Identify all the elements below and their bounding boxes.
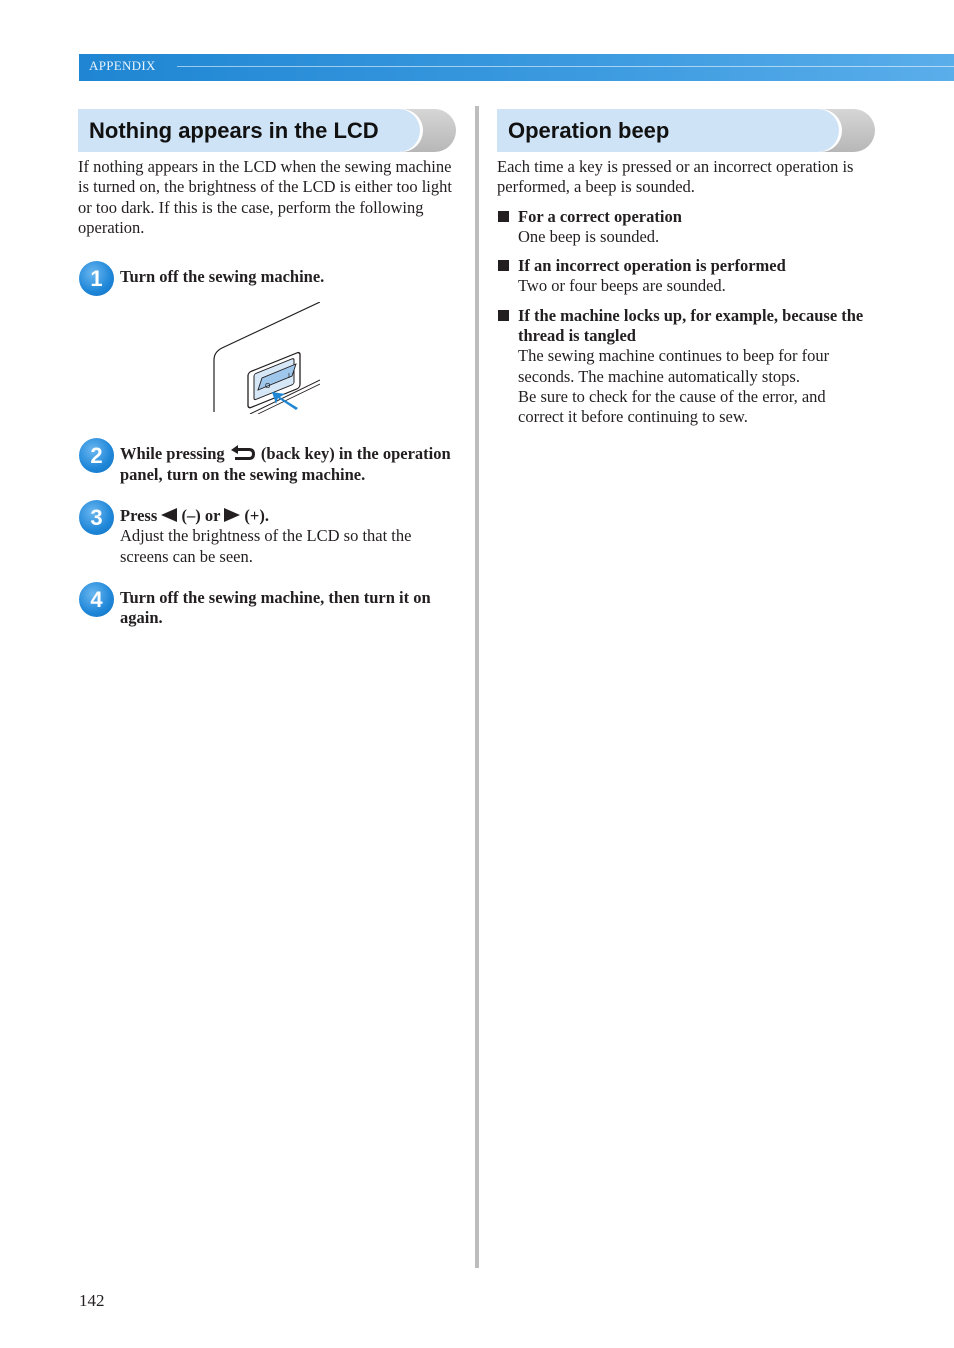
- intro-paragraph: Each time a key is pressed or an incorrect operation is performed, a beep is sounded.: [497, 157, 854, 197]
- intro-paragraph: If nothing appears in the LCD when the sewing machine is turned on, the brightness of the LCD is either too light or too dark. If this is the case, perform the following operation.: [78, 157, 452, 237]
- section-heading: [497, 109, 875, 152]
- step-text: Turn off the sewing machine.: [120, 267, 325, 287]
- step-text: Turn off the sewing machine, then turn it on again.: [120, 587, 431, 628]
- right-arrow-key-icon: [224, 507, 240, 521]
- step-text: [120, 444, 456, 485]
- beep-item-lockup: [497, 306, 875, 428]
- page-number: 142: [79, 1291, 105, 1310]
- svg-text:I: I: [288, 373, 290, 381]
- step-text: [120, 506, 456, 526]
- item-heading: If an incorrect operation is performed: [518, 256, 786, 276]
- item-description: The sewing machine continues to beep for four seconds. The machine automatically stops.: [518, 346, 830, 386]
- step-text-pre: While pressing: [120, 444, 225, 464]
- step-number: 2: [79, 438, 114, 473]
- step-3: [78, 506, 456, 567]
- step-text-post: (back key) in the operation panel, turn on the sewing machine.: [120, 444, 451, 484]
- step-2: [78, 444, 456, 485]
- banner-rule: [177, 66, 954, 67]
- power-switch-icon: [210, 302, 320, 414]
- power-switch-illustration: [78, 302, 456, 422]
- beep-item-correct: [497, 207, 875, 248]
- item-description: Two or four beeps are sounded.: [518, 276, 726, 296]
- right-column: [497, 109, 875, 428]
- beep-item-incorrect: [497, 256, 875, 297]
- item-description-2: Be sure to check for the cause of the error, and correct it before continuing to sew.: [518, 386, 826, 427]
- plus-label: (+).: [244, 506, 269, 526]
- section-label: APPENDIX: [89, 58, 156, 73]
- square-bullet-icon: [498, 260, 509, 271]
- item-description: One beep is sounded.: [518, 226, 660, 246]
- step-number: 1: [79, 261, 114, 296]
- column-divider: [475, 106, 479, 1268]
- section-banner: [79, 54, 954, 81]
- section-title: Operation beep: [508, 118, 670, 143]
- square-bullet-icon: [498, 211, 509, 222]
- section-heading: [78, 109, 456, 152]
- step-1: [78, 266, 456, 292]
- step-number: 4: [79, 582, 114, 617]
- svg-text:O: O: [265, 383, 271, 391]
- square-bullet-icon: [498, 310, 509, 321]
- step-number: 3: [79, 500, 114, 535]
- minus-or-label: (–) or: [181, 506, 221, 526]
- left-arrow-key-icon: [161, 507, 177, 521]
- press-label: Press: [120, 506, 158, 526]
- step-description: Adjust the brightness of the LCD so that the screens can be seen.: [120, 526, 412, 566]
- item-heading: For a correct operation: [518, 206, 682, 226]
- section-title: Nothing appears in the LCD: [89, 118, 379, 143]
- step-4: [78, 588, 456, 629]
- item-heading: If the machine locks up, for example, because the thread is tangled: [518, 305, 864, 346]
- back-key-icon: [229, 444, 257, 462]
- left-column: [78, 109, 456, 629]
